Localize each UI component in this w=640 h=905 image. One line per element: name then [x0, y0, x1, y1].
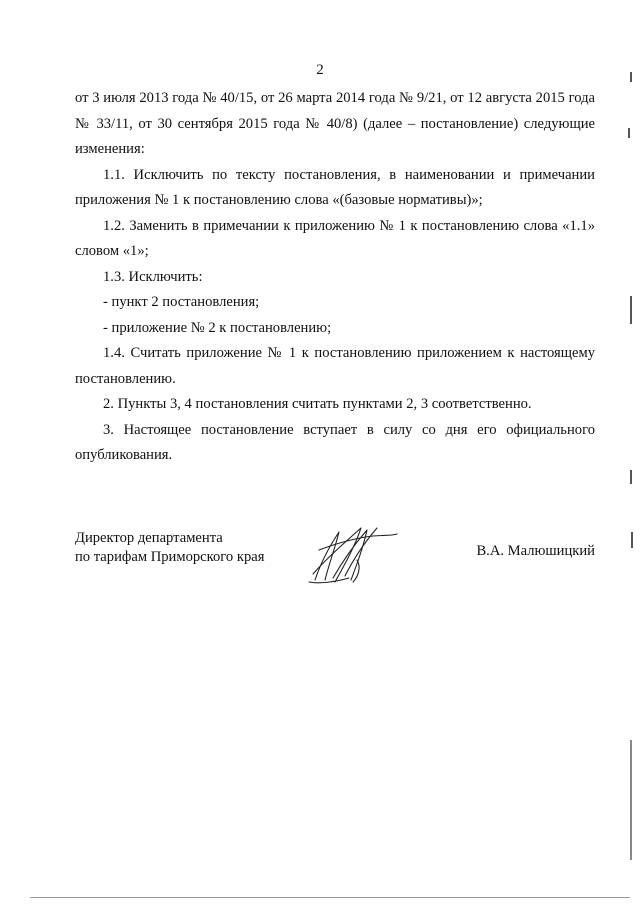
- paragraph-1-4: 1.4. Считать приложение № 1 к постановлению приложением к настоящему постановлению.: [75, 345, 595, 387]
- paragraph-1-2: 1.2. Заменить в примечании к приложению № 1 к постановлению слова «1.1» словом «1»;: [75, 217, 595, 259]
- paragraph-1-3-item-2: - приложение № 2 к постановлению;: [103, 319, 332, 336]
- paragraph-1-3: 1.3. Исключить:: [103, 268, 203, 285]
- scan-bottom-line: [30, 897, 630, 898]
- paragraph-3: 3. Настоящее постановление вступает в силу со дня его официального опубликования.: [75, 421, 595, 463]
- paragraph-1-3-item-1: - пункт 2 постановления;: [103, 294, 260, 310]
- scan-edge-mark: [628, 128, 630, 138]
- signatory-position: [75, 529, 264, 567]
- scan-edge-mark: [630, 72, 632, 82]
- paragraph-2: 2. Пункты 3, 4 постановления считать пунктами 2, 3 соответственно.: [103, 396, 532, 412]
- handwritten-signature: [305, 520, 400, 588]
- scan-edge-mark: [630, 296, 632, 324]
- position-line-2: по тарифам Приморского края: [75, 549, 265, 565]
- page-number: 2: [316, 62, 324, 78]
- position-line-1: Директор департамента: [75, 530, 223, 546]
- signatory-name: В.А. Малюшицкий: [476, 543, 595, 559]
- document-body: [75, 86, 595, 469]
- paragraph-continuation: от 3 июля 2013 года № 40/15, от 26 марта 2014 года № 9/21, от 12 августа 2015 года № 33/11, от 30 сентября 2015 года № 40/8) (далее – постановление) следующие изменения:: [75, 90, 595, 157]
- scan-edge-mark: [630, 740, 632, 860]
- paragraph-1-1: 1.1. Исключить по тексту постановления, в наименовании и примечании приложения № 1 к постановлению слова «(базовые нормативы)»;: [75, 166, 595, 208]
- scan-edge-mark: [630, 470, 632, 484]
- scan-edge-mark: [631, 532, 633, 548]
